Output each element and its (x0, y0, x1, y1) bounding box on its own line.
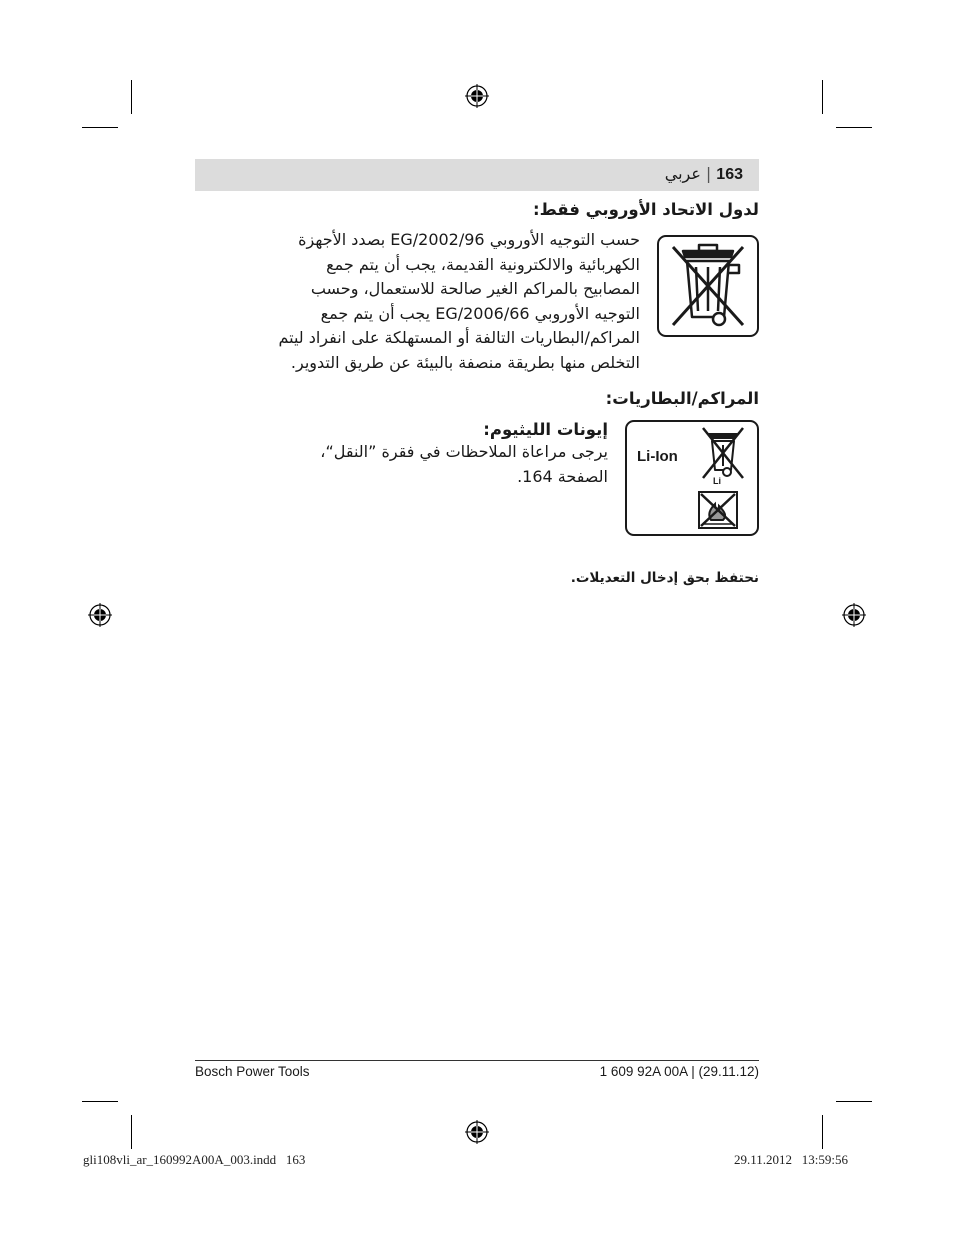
crop-mark (131, 1115, 132, 1149)
batteries-line: الصفحة 164. (517, 466, 608, 486)
footer-rule (195, 1060, 759, 1061)
page-header (195, 159, 759, 191)
eu-line: الكهربائية والالكترونية القديمة، يجب أن يتم جمع (326, 254, 640, 274)
eu-line: التوجيه الأوروبي 2006/66/EG يجب أن يتم جمع (320, 303, 640, 323)
crop-mark (836, 127, 872, 128)
crop-mark (82, 127, 118, 128)
weee-symbol-box (657, 235, 759, 337)
batteries-paragraph (320, 440, 608, 489)
registration-mark-icon (465, 84, 489, 108)
eu-line: التخلص منها بطريقة منصفة بالبيئة عن طريق التدوير. (290, 352, 640, 372)
footer-doc-number: 1 609 92A 00A | (29.11.12) (599, 1064, 759, 1079)
registration-mark-icon (465, 1120, 489, 1144)
eu-paragraph (278, 228, 640, 375)
batteries-line: يرجى مراعاة الملاحظات في فقرة ”النقل“، (320, 442, 608, 461)
page-number: 163 (716, 166, 743, 183)
no-fire-icon (697, 490, 739, 530)
eu-line: المراكم/البطاريات التالفة أو المستهلكة على انفراد ليتم (278, 328, 640, 347)
crossed-out-wheelie-bin-icon (659, 237, 757, 335)
crossed-out-bin-icon (699, 426, 747, 482)
subheading-li-ion: إيونات الليثيوم: (483, 420, 608, 439)
crop-mark (836, 1101, 872, 1102)
section-heading-eu: لدول الاتحاد الأوروبي فقط: (532, 200, 759, 219)
slug-datetime: 29.11.2012 13:59:56 (734, 1152, 848, 1167)
header-language: عربي (664, 164, 701, 183)
eu-line: حسب التوجيه الأوروبي 2002/96/EG بصدد الأجهزة (298, 230, 640, 249)
li-small-label: Li (713, 476, 721, 486)
registration-mark-icon (88, 603, 112, 627)
slug-file-info: gli108vli_ar_160992A00A_003.indd 163 (83, 1152, 306, 1167)
section-heading-batteries: المراكم/البطاريات: (605, 389, 759, 408)
crop-mark (131, 80, 132, 114)
crop-mark (822, 80, 823, 114)
crop-mark (822, 1115, 823, 1149)
crop-mark (82, 1101, 118, 1102)
header-separator: | (705, 164, 712, 183)
eu-line: المصابيح بالمراكم الغير صالحة للاستعمال، وحسب (310, 279, 640, 298)
header-label (665, 164, 743, 184)
modification-notice: نحتفظ بحق إدخال التعديلات. (570, 570, 759, 586)
registration-mark-icon (842, 603, 866, 627)
footer-brand: Bosch Power Tools (195, 1064, 310, 1079)
li-ion-label: Li-Ion (637, 448, 678, 465)
li-ion-symbol-box (625, 420, 759, 536)
